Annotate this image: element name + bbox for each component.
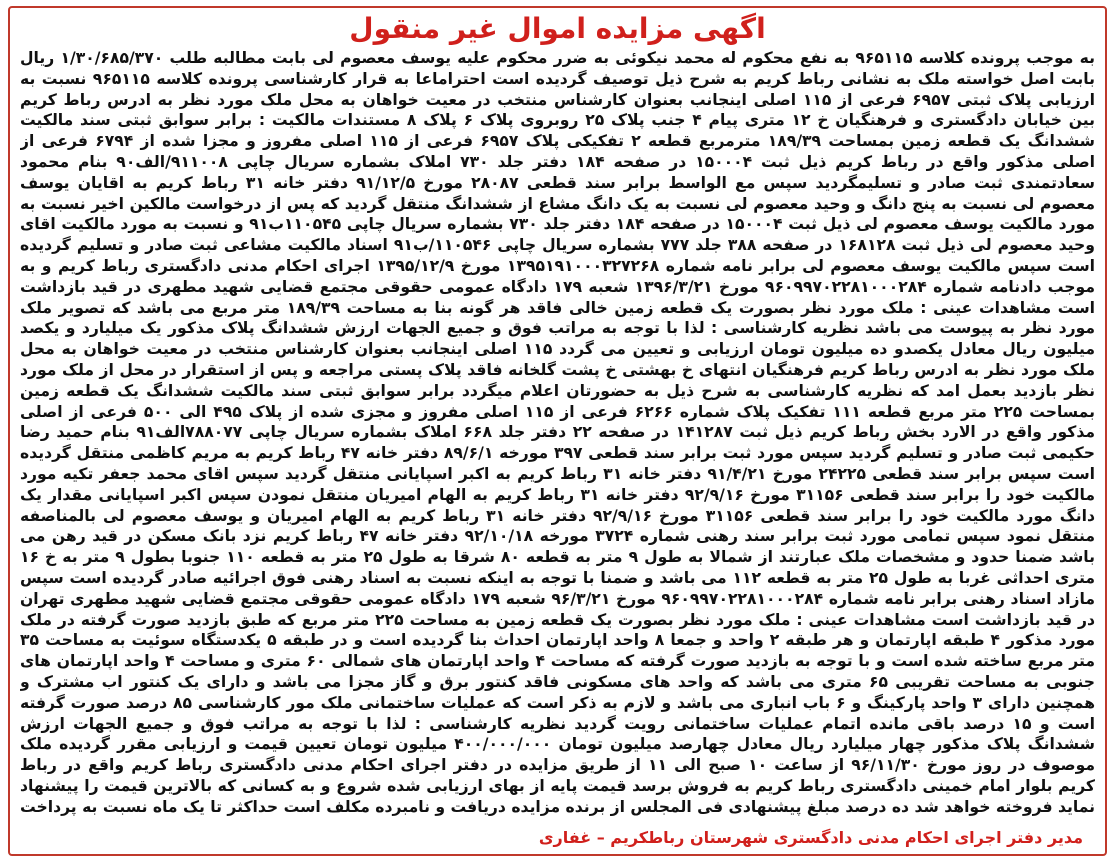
notice-body: به موجب پرونده کلاسه ۹۶۵۱۱۵ به نفع محکوم له محمد نیکوئی به ضرر محکوم علیه یوسف معصوم لی بابت مطالبه طلب ۱/۳۰/۶۸۵/۳۷۰ ریال بابت اصل خواسته ملک به نشانی رباط کریم به شرح ذیل توصیف گردیده است احتراماعا به قرار کارشناسی پرونده کلاسه ۹۶۵۱۱۵ نسبت به ارزیابی پلاک ثبتی ۶۹۵۷ فرعی از ۱۱۵ اصلی اینجانب بعنوان کارشناس منتخب در معیت خواهان به محل ملک مورد نظر به ادرس رباط کریم بین خیابان دادگستری و فرهنگیان خ ۱۲ متری پیام ۴ جنب پلاک ۲۵ روبروی پلاک ۶ پلاک ۸ مستندات مالکیت : برابر سوابق ثبتی سند مالکیت ششدانگ یک قطعه زمین بمساحت ۱۸۹/۳۹ مترمربع قطعه ۲ تفکیکی پلاک ۶۹۵۷ فرعی از ۱۱۵ اصلی مفروز و مجزا شده از ۶۷۹۴ فرعی از اصلی مذکور واقع در رباط کریم ذیل ثبت ۱۵۰۰۰۴ در صفحه ۱۸۴ دفتر جلد ۷۳۰ املاک بشماره سریال چاپی ۹۱۱۰۰۸/الف۹۰ بنام محمود سعادتمندی ثبت صادر و تسلیمگردید سپس مع الواسط برابر سند قطعی ۲۸۰۸۷ مورخ ۹۱/۱۲/۵ دفتر خانه ۳۱ رباط کریم به اقایان یوسف معصوم لی نسبت به پنج دانگ و وحید معصوم لی نسبت به یک دانگ مشاع از ششدانگ منتقل گردید که پس از درخواست مالکین اخیر نسبت به مورد مالکیت یوسف معصوم لی ذیل ثبت ۱۵۰۰۰۴ در صفحه ۱۸۴ دفتر جلد ۷۳۰ بشماره سریال چاپی ۱۱۰۵۴۵ب۹۱ و نسبت به مورد مالکیت اقای وحید معصوم لی ذیل ثبت ۱۶۸۱۲۸ در صفحه ۳۸۸ جلد ۷۷۷ بشماره سریال چاپی ۱۱۰۵۴۶/ب۹۱ اسناد مالکیت مشاعی ثبت صادر و تسلیم گردیده است سپس مالکیت یوسف معصوم لی برابر نامه شماره ۱۳۹۵۱۹۱۰۰۰۳۲۷۲۶۸ مورخ ۱۳۹۵/۱۲/۹ اجرای احکام مدنی دادگستری رباط کریم و به موجب دادنامه شماره ۹۶۰۹۹۷۰۲۲۸۱۰۰۰۲۸۴ مورخ ۱۳۹۶/۳/۲۱ شعبه ۱۷۹ دادگاه عمومی حقوقی مجتمع قضایی شهید مطهری در قید بازداشت است مشاهدات عینی : ملک مورد نظر بصورت یک قطعه زمین خالی فاقد هر گونه بنا به مساحت ۱۸۹/۳۹ متر مربع می باشد که تصویر ملک مورد نظر به پیوست می باشد نظریه کارشناسی : لذا با توجه به مراتب فوق و جمیع الجهات ارزش ششدانگ پلاک مذکور یک میلیارد و یکصد میلیون ریال معادل یکصدو ده میلیون تومان ارزیابی و تعیین می گردد ۱۱۵ اصلی اینجانب بعنوان کارشناس منتخب در معیت خواهان به محل ملک مورد نظر به ادرس رباط کریم فرهنگیان انتهای خ بهشتی خ پشت گلخانه فاقد پلاک پستی مراجعه و پس از استقرار در محل از ملک مورد نظر بازدید بعمل امد که نظریه کارشناسی به شرح ذیل به حضورتان اعلام میگردد برابر سوابق ثبتی سند مالکیت ششدانگ یک قطعه زمین بمساحت ۲۲۵ متر مربع قطعه ۱۱۱ تفکیک پلاک شماره ۶۲۶۶ فرعی از ۱۱۵ اصلی مفروز و مجزی شده از پلاک ۴۹۵ الی ۵۰۰ فرعی از اصلی مذکور واقع در الارد بخش رباط کریم ذیل ثبت ۱۴۱۲۸۷ در صفحه ۲۲ دفتر جلد ۶۶۸ املاک بشماره سریال چاپی ۷۸۸۰۷۷الف۹۱ بنام حمید رضا حکیمی ثبت صادر و تسلیم گردید سپس مورد ثبت برابر سند قطعی ۳۹۷ مورخه ۸۹/۶/۱ دفتر خانه ۴۷ رباط کریم به مریم کاظمی منتقل گردیده است سپس برابر سند قطعی ۲۴۲۲۵ مورخ ۹۱/۴/۲۱ دفتر خانه ۳۱ رباط کریم به اکبر اسپایانی منتقل گردید سپس اقای محمد جعفر تکیه مورد مالکیت خود را برابر سند قطعی ۳۱۱۵۶ مورخ ۹۲/۹/۱۶ دفتر خانه ۳۱ رباط کریم به الهام امیریان منتقل نمودن سپس اکبر اسپایانی مقدار یک دانگ مورد مالکیت خود را برابر سند قطعی ۳۱۱۵۶ مورخ ۹۲/۹/۱۶ دفتر خانه ۳۱ رباط کریم به الهام امیریان و یوسف معصوم لی بالمناصفه منتقل نمود سپس تمامی مورد ثبت برابر سند رهنی شماره ۳۷۲۴ مورخه ۹۲/۱۰/۱۸ دفتر خانه ۴۷ رباط کریم نزد بانک مسکن در قید رهن می باشد ضمنا حدود و مشخصات ملک عبارتند از شمالا به طول ۹ متر به قطعه ۸۰ شرقا به طول ۲۵ متر به قطعه ۱۱۰ جنوبا بطول ۹ متر به خ ۱۶ متری احداثی غربا به طول ۲۵ متر به قطعه ۱۱۲ می باشد و ضمنا با توجه به اینکه نسبت به اسناد رهنی فوق اجرائیه صادر گردیده است سپس مازاد اسناد رهنی برابر نامه شماره ۹۶۰۹۹۷۰۲۲۸۱۰۰۰۲۸۴ مورخ ۹۶/۳/۲۱ شعبه ۱۷۹ دادگاه عمومی حقوقی مجتمع قضایی شهید مطهری تهران در قید بازداشت است مشاهدات عینی : ملک مورد نظر بصورت یک قطعه زمین به مساحت ۲۲۵ متر مربع که طبق بازدید صورت گرفته در ملک مورد مذکور ۴ طبقه اپارتمان و هر طبقه ۲ واحد و جمعا ۸ واحد اپارتمان احداث بنا گردیده است و در طبقه ۵ یکدستگاه سوئیت به مساحت ۳۵ متر مربع ساخته شده است و با توجه به بازدید صورت گرفته که مساحت ۴ واحد اپارتمان های شمالی ۶۰ متری و مساحت ۴ واحد اپارتمان های جنوبی به مساحت تقریبی ۶۵ متری می باشد که واحد های مسکونی فاقد کنتور برق و گاز مجزا می باشد و دارای یک کنتور اب مشترک و همچنین دارای ۳ واحد پارکینگ و ۶ باب انباری می باشد و لازم به ذکر است که عملیات ساختمانی ملک مور کارشناسی ۸۵ درصد صورت گرفته است و ۱۵ درصد باقی مانده اتمام عملیات ساختمانی رویت گردید نظریه کارشناسی : لذا با توجه به مراتب فوق و جمیع الجهات ارزش ششدانگ پلاک مذکور چهار میلیارد ریال معادل چهارصد میلیون تومان ۴۰۰/۰۰۰/۰۰۰ میلیون تومان تعیین قیمت و ارزیابی مقرر گردیده ملک موصوف در روز مورخ ۹۶/۱۱/۳۰ از ساعت ۱۰ صبح الی ۱۱ از طریق مزایده در دفتر اجرای احکام مدنی دادگستری رباط کریم واقع در رباط کریم بلوار امام خمینی دادگستری رباط کریم به فروش برسد قیمت پایه از بهای ارزیابی شده شروع و به کسانی که بالاترین قیمت را پیشنهاد نماید فروخته خواهد شد ده درصد مبلغ پیشنهادی فی المجلس از برنده مزایده دریافت و نامبرده مکلف است حداکثر تا یک ماه نسبت به پرداخت: [20, 49, 1095, 816]
notice-title: اگهی مزایده اموال غیر منقول: [349, 12, 766, 45]
notice-signature: مدیر دفتر اجرای احکام مدنی دادگستری شهرستان رباطکریم – غفاری: [538, 828, 1083, 847]
auction-notice: [8, 6, 1107, 856]
